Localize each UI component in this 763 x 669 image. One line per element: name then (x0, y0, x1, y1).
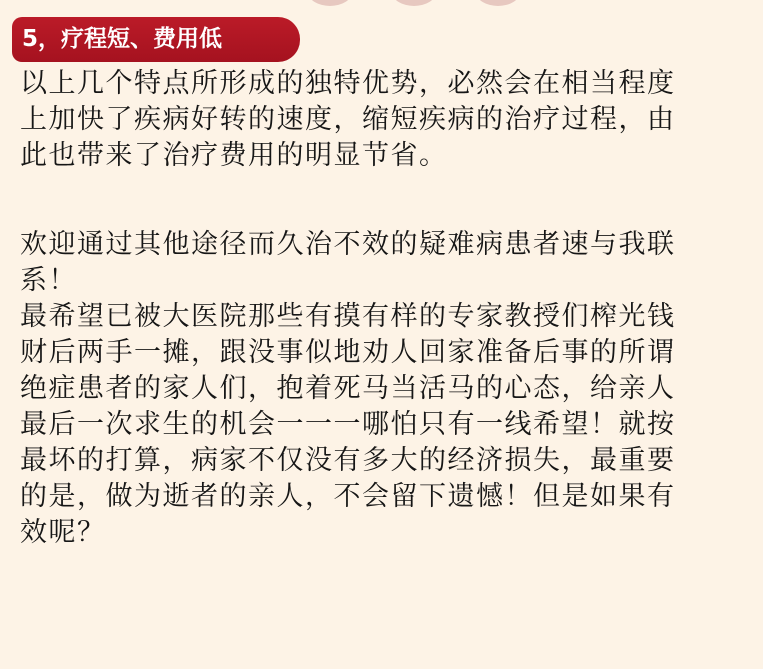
top-decoration (0, 0, 763, 10)
section-heading: 5，疗程短、费用低 (12, 17, 300, 62)
paragraph-2-line-7: 最坏的打算，病家不仅没有多大的经济损失，最重要 (20, 445, 676, 476)
paragraph-2-line-2: 系！ (20, 265, 77, 296)
paragraph-2-line-1: 欢迎通过其他途径而久治不效的疑难病患者速与我联 (20, 229, 676, 260)
paragraph-1-line-1: 以上几个特点所形成的独特优势，必然会在相当程度 (20, 68, 676, 99)
paragraph-1-line-2: 上加快了疾病好转的速度，缩短疾病的治疗过程，由 (20, 104, 676, 135)
paragraph-1-line-3: 此也带来了治疗费用的明显节省。 (20, 140, 448, 171)
paragraph-2-line-8: 的是，做为逝者的亲人，不会留下遗憾！但是如果有 (20, 481, 676, 512)
paragraph-2-line-5: 绝症患者的家人们，抱着死马当活马的心态，给亲人 (20, 373, 676, 404)
article-body (20, 66, 750, 551)
paragraph-2-line-4: 财后两手一摊，跟没事似地劝人回家准备后事的所谓 (20, 337, 676, 368)
paragraph-2-line-6: 最后一次求生的机会一一一哪怕只有一线希望！就按 (20, 409, 676, 440)
paragraph-2-line-9: 效呢？ (20, 517, 106, 548)
paragraph-spacer (20, 174, 750, 227)
paragraph-2-line-3: 最希望已被大医院那些有摸有样的专家教授们榨光钱 (20, 301, 676, 332)
